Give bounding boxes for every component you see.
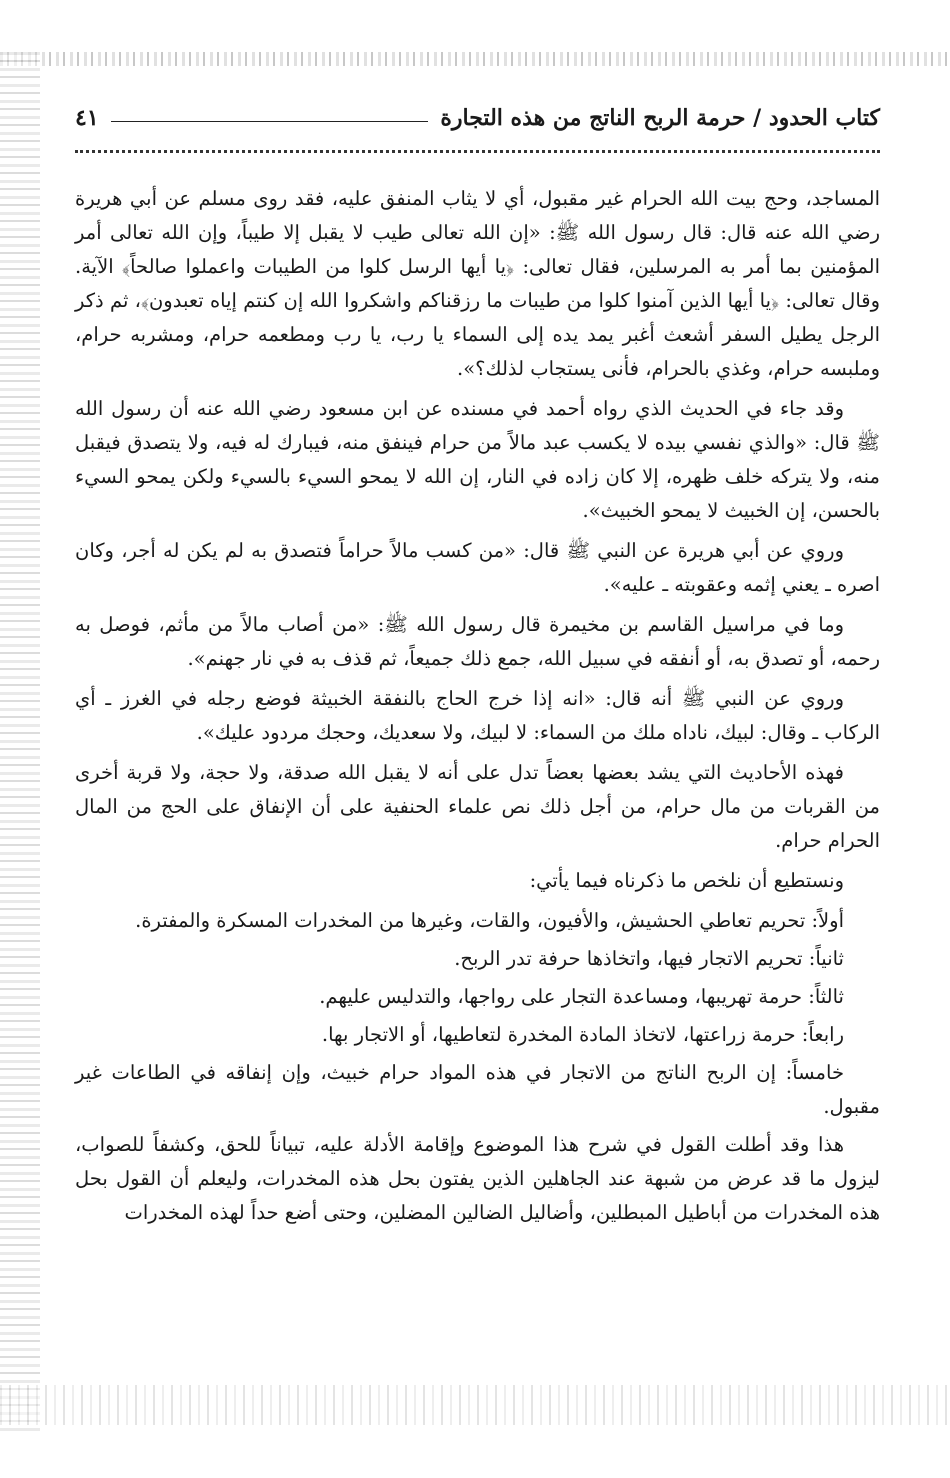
summary-item-2: ثانياً: تحريم الاتجار فيها، واتخاذها حرفة تدر الربح. bbox=[454, 947, 844, 970]
paragraph-5: وروي عن النبي ﷺ أنه قال: «انه إذا خرج الحاج بالنفقة الخبيثة فوضع رجله في الغرز ـ أي الركاب ـ وقال: لبيك، ناداه ملك من السماء: لا لبيك، ولا سعديك، وحجك مردود عليك». bbox=[75, 687, 880, 744]
summary-item-3: ثالثاً: حرمة تهريبها، ومساعدة التجار على رواجها، والتدليس عليهم. bbox=[319, 985, 844, 1008]
paragraph-1: المساجد، وحج بيت الله الحرام غير مقبول، أي لا يثاب المنفق عليه، فقد روى مسلم عن أبي هريرة رضي الله عنه قال: قال رسول الله ﷺ: «إن الله تعالى طيب لا يقبل إلا طيباً، وإن الله تعالى أمر المؤمنين بما أمر به المرسلين، فقال تعالى: ﴿يا أيها الرسل كلوا من الطيبات واعملوا صالحاً﴾ الآية. وقال تعالى: ﴿يا أيها الذين آمنوا كلوا من طيبات ما رزقناكم واشكروا الله إن كنتم إياه تعبدون﴾، ثم ذكر الرجل يطيل السفر أشعث أغبر يمد يده إلى السماء يا رب، يا رب ومطعمه حرام، ومشربه حرام، وملبسه حرام، وغذي بالحرام، فأنى يستجاب لذلك؟». bbox=[75, 187, 880, 380]
closing-paragraph: هذا وقد أطلت القول في شرح هذا الموضوع وإقامة الأدلة عليه، تبياناً للحق، وكشفاً للصواب، ليزول ما قد عرض من شبهة عند الجاهلين الذين يفتون بحل هذه المخدرات، وليعلم أن القول بحل هذه المخدرات من أباطيل المبطلين، وأضاليل الضالين المضلين، وحتى أضع حداً لهذه المخدرات bbox=[75, 1133, 880, 1224]
header-dotted-divider bbox=[75, 150, 880, 153]
summary-item-4: رابعاً: حرمة زراعتها، لاتخاذ المادة المخدرة لتعاطيها، أو الاتجار بها. bbox=[321, 1023, 844, 1046]
paragraph-6: فهذه الأحاديث التي يشد بعضها بعضاً تدل على أنه لا يقبل الله صدقة، ولا حجة، ولا قربة أخرى من القربات من مال حرام، من أجل ذلك نص علماء الحنفية على أن الإنفاق على الحج من المال الحرام حرام. bbox=[75, 761, 880, 852]
header-title: كتاب الحدود / حرمة الربح الناتج من هذه التجارة bbox=[440, 105, 880, 131]
scan-edge-top bbox=[0, 52, 950, 66]
summary-item-5: خامساً: إن الربح الناتج من الاتجار في هذه المواد حرام خبيث، وإن إنفاقه في الطاعات غير مقبول. bbox=[75, 1061, 880, 1118]
header-rule bbox=[111, 121, 429, 122]
paragraph-4: وما في مراسيل القاسم بن مخيمرة قال رسول الله ﷺ: «من أصاب مالاً من مأثم، فوصل به رحمه، أو تصدق به، أو أنفقه في سبيل الله، جمع ذلك جميعاً، ثم قذف به في نار جهنم». bbox=[75, 613, 880, 670]
page-body bbox=[75, 182, 880, 1236]
paragraph-3: وروي عن أبي هريرة عن النبي ﷺ قال: «من كسب مالاً حراماً فتصدق به لم يكن له أجر، وكان اصره ـ يعني إثمه وعقوبته ـ عليه». bbox=[75, 539, 880, 596]
summary-item-1: أولاً: تحريم تعاطي الحشيش، والأفيون، والقات، وغيرها من المخدرات المسكرة والمفترة. bbox=[135, 909, 844, 932]
scan-edge-left bbox=[0, 52, 40, 1432]
paragraph-2: وقد جاء في الحديث الذي رواه أحمد في مسنده عن ابن مسعود رضي الله عنه أن رسول الله ﷺ قال: «والذي نفسي بيده لا يكسب عبد مالاً من حرام فينفق منه، فيبارك له فيه، ولا يتصدق فيقبل منه، ولا يتركه خلف ظهره، إلا كان زاده في النار، إن الله لا يمحو السيء بالسيء ولكن يمحو السيء بالحسن، إن الخبيث لا يمحو الخبيث». bbox=[75, 397, 880, 522]
page-number: ٤١ bbox=[75, 105, 99, 131]
summary-intro: ونستطيع أن نلخص ما ذكرناه فيما يأتي: bbox=[529, 869, 844, 892]
running-header bbox=[75, 100, 880, 136]
scan-edge-bottom bbox=[0, 1385, 950, 1425]
